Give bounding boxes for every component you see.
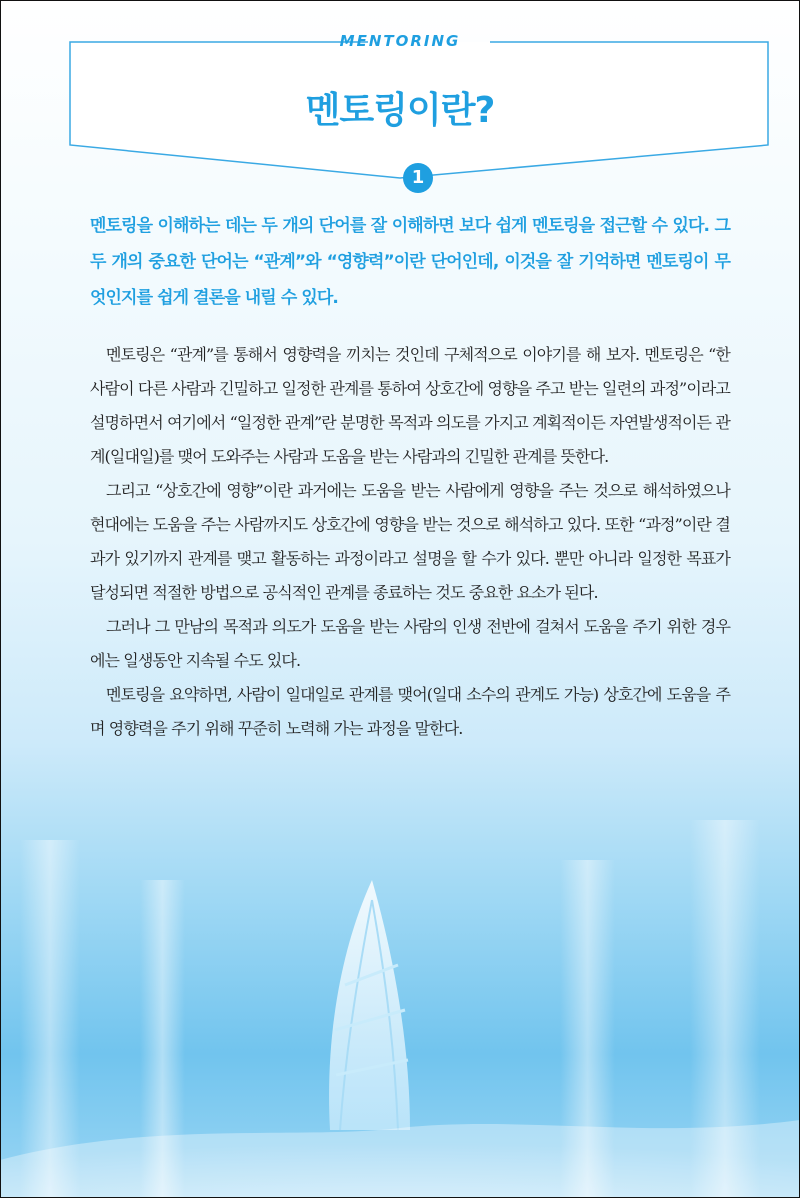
section-number-badge: 1 — [403, 163, 433, 193]
page-title: 멘토링이란? — [305, 90, 495, 131]
body-paragraph-4: 멘토링을 요약하면, 사람이 일대일로 관계를 맺어(일대 소수의 관계도 가능) 상호간에 도움을 주며 영향력을 주기 위해 꾸준히 노력해 가는 과정을 말한다. — [90, 685, 730, 738]
intro-paragraph: 멘토링을 이해하는 데는 두 개의 단어를 잘 이해하면 보다 쉽게 멘토링을 접근할 수 있다. 그 두 개의 중요한 단어는 “관계”와 “영향력”이란 단어인데, 이것을 잘 기억하면 멘토링이 무엇인지를 쉽게 결론을 내릴 수 있다. — [90, 216, 730, 308]
body-paragraph-2: 그리고 “상호간에 영향”이란 과거에는 도움을 받는 사람에게 영향을 주는 것으로 해석하였으나 현대에는 도움을 주는 사람까지도 상호간에 영향을 받는 것으로 해석하고 있다. 또한 “과정”이란 결과가 있기까지 관계를 맺고 활동하는 과정이라고 설명을 할 수가 있다. 뿐만 아니라 일정한 목표가 달성되면 적절한 방법으로 공식적인 관계를 종료하는 것도 중요한 요소가 된다. — [90, 481, 730, 602]
body-text — [90, 338, 730, 746]
body-paragraph-3: 그러나 그 만남의 목적과 의도가 도움을 받는 사람의 인생 전반에 걸쳐서 도움을 주기 위한 경우에는 일생동안 지속될 수도 있다. — [90, 617, 730, 670]
body-paragraph-1: 멘토링은 “관계”를 통해서 영향력을 끼치는 것인데 구체적으로 이야기를 해 보자. 멘토링은 “한사람이 다른 사람과 긴밀하고 일정한 관계를 통하여 상호간에 영향을 주고 받는 일련의 과정”이라고 설명하면서 여기에서 “일정한 관계”란 분명한 목적과 의도를 가지고 계획적이든 자연발생적이든 관계(일대일)를 맺어 도와주는 사람과 도움을 받는 사람과의 긴밀한 관계를 뜻한다. — [90, 345, 730, 466]
section-label: MENTORING — [339, 32, 461, 50]
